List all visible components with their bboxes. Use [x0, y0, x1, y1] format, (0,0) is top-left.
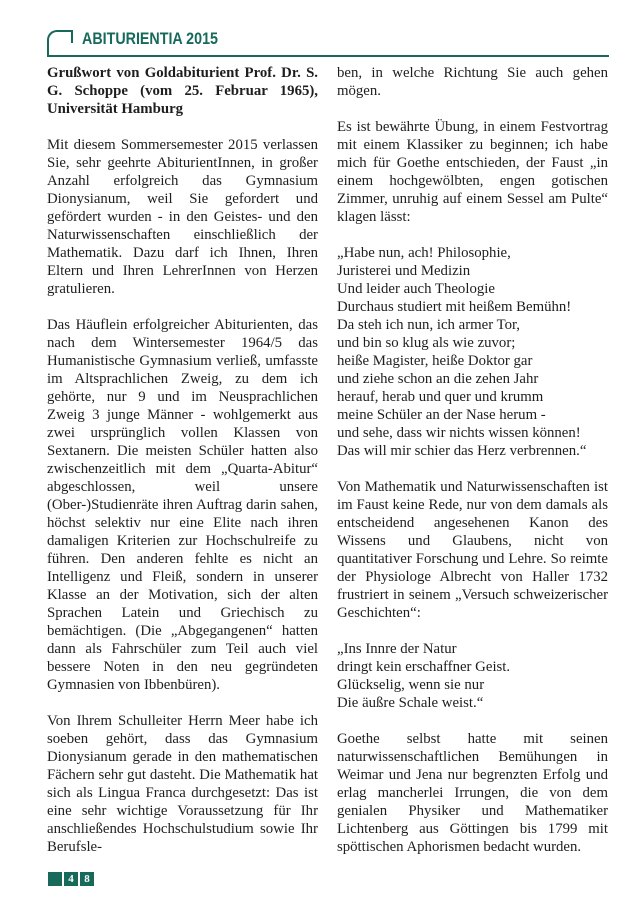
page-footer [48, 872, 94, 886]
paragraph-mathematik: Von Mathematik und Naturwissenschaften ist im Faust keine Rede, nur von dem damals als entscheidend angesehenen Kanon des Wissens und Glaubens, nicht von quantitativer Forschung und Lehre. So reimte der Physiologe Albrecht von Haller 1732 frustriert in seinem „Versuch schweizerischer Geschichten“: [337, 479, 608, 621]
article-heading: Grußwort von Goldabiturient Prof. Dr. S. G. Schoppe (vom 25. Februar 1965), Universität Hamburg [47, 65, 318, 117]
paragraph-intro: Mit diesem Sommersemester 2015 verlassen Sie, sehr geehrte AbiturientInnen, in großer Anzahl erfolgreich das Gymnasium Dionysianum, weil Sie gefordert und gefördert wurden - in den Geistes- und den Naturwissenschaften einschließlich der Mathematik. Dazu darf ich Ihnen, Ihren Eltern und Ihren LehrerInnen von Herzen gratulieren. [47, 137, 318, 297]
verse-line: und bin so klug als wie zuvor; [337, 335, 516, 351]
verse-line: und ziehe schon an die zehen Jahr [337, 371, 539, 387]
verse-line: meine Schüler an der Nase herum - [337, 407, 546, 423]
header-rule [47, 55, 609, 57]
left-column [47, 64, 318, 856]
section-title: ABITURIENTIA 2015 [82, 29, 218, 48]
haller-quote [337, 640, 608, 712]
paragraph-continuation: ben, in welche Richtung Sie auch gehen mögen. [337, 65, 608, 99]
verse-line: Und leider auch Theologie [337, 281, 495, 297]
verse-line: und sehe, dass wir nichts wissen können! [337, 425, 581, 441]
verse-line: herauf, herab und quer und krumm [337, 389, 544, 405]
paragraph-haeuflein: Das Häuflein erfolgreicher Abiturienten, das nach dem Wintersemester 1964/5 das Humanistische Gymnasium verließ, umfasste im Altsprachlichen Zweig, zu dem ich gehörte, nur 9 und im Neusprachlichen Zweig 3 junge Männer - wohlgemerkt aus zwei ursprünglich vollen Klassen von Sextanern. Die meisten Schüler hatten also zwischenzeitlich mit dem „Quarta-Abitur“ abgeschlossen, weil unsere (Ober-)Studienräte ihren Auftrag darin sahen, höchst selektiv nur eine Elite nach ihren damaligen Kriterien zur Hochschulreife zu führen. Den anderen fehlte es nicht an Intelligenz und Fleiß, sondern in unserer Klasse an der Motivation, sich der alten Sprachen Latein und Griechisch zu bemächtigen. (Die „Abgegangenen“ hatten dann als Fahrschüler zum Teil auch viel bessere Noten in den neu gegründeten Gymnasien von Ibbenbüren). [47, 317, 318, 693]
verse-line: Juristerei und Medizin [337, 263, 471, 279]
header-tab-mark [47, 30, 73, 55]
paragraph-festvortrag: Es ist bewährte Übung, in einem Festvortrag mit einem Klassiker zu beginnen; ich habe mich für Goethe entschieden, der Faust „in einem hochgewölbten, engen gotischen Zimmer, unruhig auf einem Sessel am Pulte“ klagen lässt: [337, 119, 608, 225]
two-column-article [47, 64, 608, 856]
verse-line: heiße Magister, heiße Doktor gar [337, 353, 533, 369]
verse-line: Glückselig, wenn sie nur [337, 677, 485, 693]
right-column [337, 64, 608, 856]
footer-marker-square [48, 872, 62, 886]
verse-line: Die äußre Schale weist.“ [337, 695, 484, 711]
verse-line: dringt kein erschaffner Geist. [337, 659, 511, 675]
paragraph-goethe: Goethe selbst hatte mit seinen naturwissenschaftlichen Bemühungen in Weimar und Jena nur begrenzten Erfolg und erlag mancherlei Irrungen, die von dem genialen Physiker und Mathematiker Lichtenberg aus Göttingen bis 1799 mit spöttischen Aphorismen bedacht wurden. [337, 731, 608, 855]
verse-line: „Ins Innre der Natur [337, 641, 457, 657]
page-number-digit: 4 [64, 872, 78, 886]
verse-line: Da steh ich nun, ich armer Tor, [337, 317, 521, 333]
faust-quote [337, 244, 608, 460]
verse-line: „Habe nun, ach! Philosophie, [337, 245, 511, 261]
page-header [0, 0, 638, 64]
paragraph-schulleiter: Von Ihrem Schulleiter Herrn Meer habe ich soeben gehört, dass das Gymnasium Dionysianum gerade in den mathematischen Fächern sehr gut dasteht. Die Mathematik hat sich als Lingua Franca durchgesetzt: Das ist eine sehr wichtige Voraussetzung für Ihr anschließendes Hochschulstudium sowie Ihr Berufsle- [47, 713, 318, 855]
verse-line: Durchaus studiert mit heißem Bemühn! [337, 299, 572, 315]
verse-line: Das will mir schier das Herz verbrennen.“ [337, 443, 587, 459]
page-number-digit: 8 [80, 872, 94, 886]
